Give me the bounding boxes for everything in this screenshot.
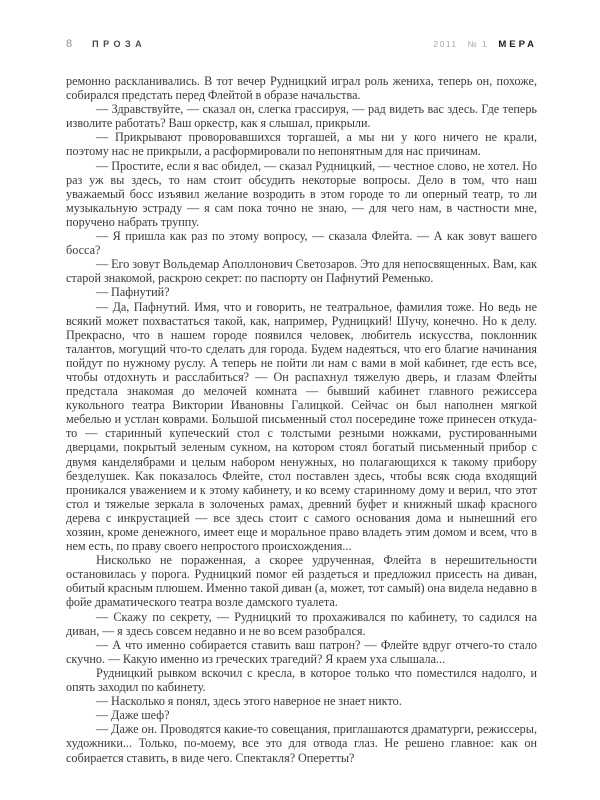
paragraph: Нисколько не пораженная, а скорее удрученная, Флейта в нерешительности остановилась у порога. Рудницкий помог ей раздеться и предложил присесть на диван, обитый красным плюшем. Именно такой диван (а, может, тот самый) она видела недавно в фойе драматического театра возле дамского туалета. xyxy=(66,553,537,610)
paragraph: — Здравствуйте, — сказал он, слегка грассируя, — рад видеть вас здесь. Где теперь изволите работать? Ваш оркестр, как я слышал, прикрыли. xyxy=(66,102,537,131)
paragraph: ремонно раскланивались. В тот вечер Рудницкий играл роль жениха, теперь он, похоже, собирался предстать перед Флейтой в образе начальства. xyxy=(66,74,537,103)
running-head xyxy=(0,0,600,50)
running-head-left xyxy=(66,38,146,50)
paragraph: — Даже он. Проводятся какие-то совещания, приглашаются драматурги, режиссеры, художники... Только, по-моему, все это для отвода глаз. Не решено главное: как он собирается ставить, в виде чего. Спектакля? Оперетты? xyxy=(66,722,537,765)
section-title: ПРОЗА xyxy=(92,39,147,49)
paragraph: Рудницкий рывком вскочил с кресла, в которое только что поместился надолго, и опять заходил по кабинету. xyxy=(66,665,537,695)
issue-year: 2011 xyxy=(433,39,458,49)
paragraph: — Простите, если я вас обидел, — сказал Рудницкий, — честное слово, не хотел. Но раз уж вы здесь, то нам стоит обсудить некоторые вопросы. Дело в том, что наш уважаемый босс изъявил желание возродить в этом городе то ли оперный театр, то ли музыкальную эстраду — я сам пока точно не знаю, — для чего нам, в частности мне, поручено набрать труппу. xyxy=(66,158,537,229)
paragraph: — Да, Пафнутий. Имя, что и говорить, не театральное, фамилия тоже. Но ведь не всякий может похвастаться такой, как, например, Рудницкий! Шучу, конечно. Но к делу. Прекрасно, что в нашем городе появился человек, любитель искусства, поклонник талантов, могущий что-то сделать для города. Будем надеяться, что его благие начинания пойдут по нужному руслу. А теперь не пойти ли нам с вами в мой кабинет, где есть все, чтобы отдохнуть и расслабиться? — Он распахнул тяжелую дверь, и глазам Флейты предстала знакомая до мелочей комната — бывший кабинет главного режиссера кукольного театра Виктории Ивановны Галицкой. Сейчас он был наполнен мягкой мебелью и устлан коврами. Большой письменный стол посередине тоже принесен откуда-то — старинный купеческий стол с толстыми резными ножками, рустированными дверцами, покрытый зеленым сукном, на котором стоял богатый письменный прибор с двумя канделябрами и целым набором ненужных, но полагающихся к такому прибору безделушек. Как показалось Флейте, стол поставлен здесь, чтобы всяк сюда входящий проникался уважением и к этому кабинету, и ко всему старинному дому и верил, что этот стол и тяжелые зеркала в золоченых рамах, древний буфет и книжный шкаф красного дерева с инкрустацией — все здесь стоит с самого основания дома и нынешний его хозяин, кроме денежного, имеет еще и моральное право владеть этим домом и всем, что в нем есть, по праву своего непростого происхождения... xyxy=(66,299,537,554)
paragraph: — Его зовут Вольдемар Аполлонович Светозаров. Это для непосвященных. Вам, как старой знакомой, раскрою секрет: по паспорту он Пафнутий Ременько. xyxy=(66,257,537,286)
page-number: 8 xyxy=(66,38,73,50)
paragraph: — Скажу по секрету, — Рудницкий то прохаживался по кабинету, то садился на диван, — я здесь совсем недавно и не во всем разобрался. xyxy=(66,609,537,638)
page-body xyxy=(66,74,537,765)
paragraph: — Пафнутий? xyxy=(96,285,170,300)
paragraph: — Насколько я понял, здесь этого наверное не знает никто. xyxy=(96,694,402,709)
paragraph: — Прикрывают проворовавшихся торгашей, а мы ни у кого ничего не крали, поэтому нас не прикрыли, а расформировали по непонятным для нас причинам. xyxy=(66,130,537,159)
paragraph: — Даже шеф? xyxy=(96,708,170,723)
paragraph: — Я пришла как раз по этому вопросу, — сказала Флейта. — А как зовут вашего босса? xyxy=(66,229,537,258)
journal-name: МЕРА xyxy=(498,39,537,50)
paragraph: — А что именно собирается ставить ваш патрон? — Флейте вдруг отчего-то стало скучно. — Какую именно из греческих трагедий? Я краем уха слышала... xyxy=(66,637,537,666)
text-column xyxy=(66,74,537,765)
issue-number: № 1 xyxy=(467,39,489,49)
running-head-right xyxy=(433,39,537,50)
